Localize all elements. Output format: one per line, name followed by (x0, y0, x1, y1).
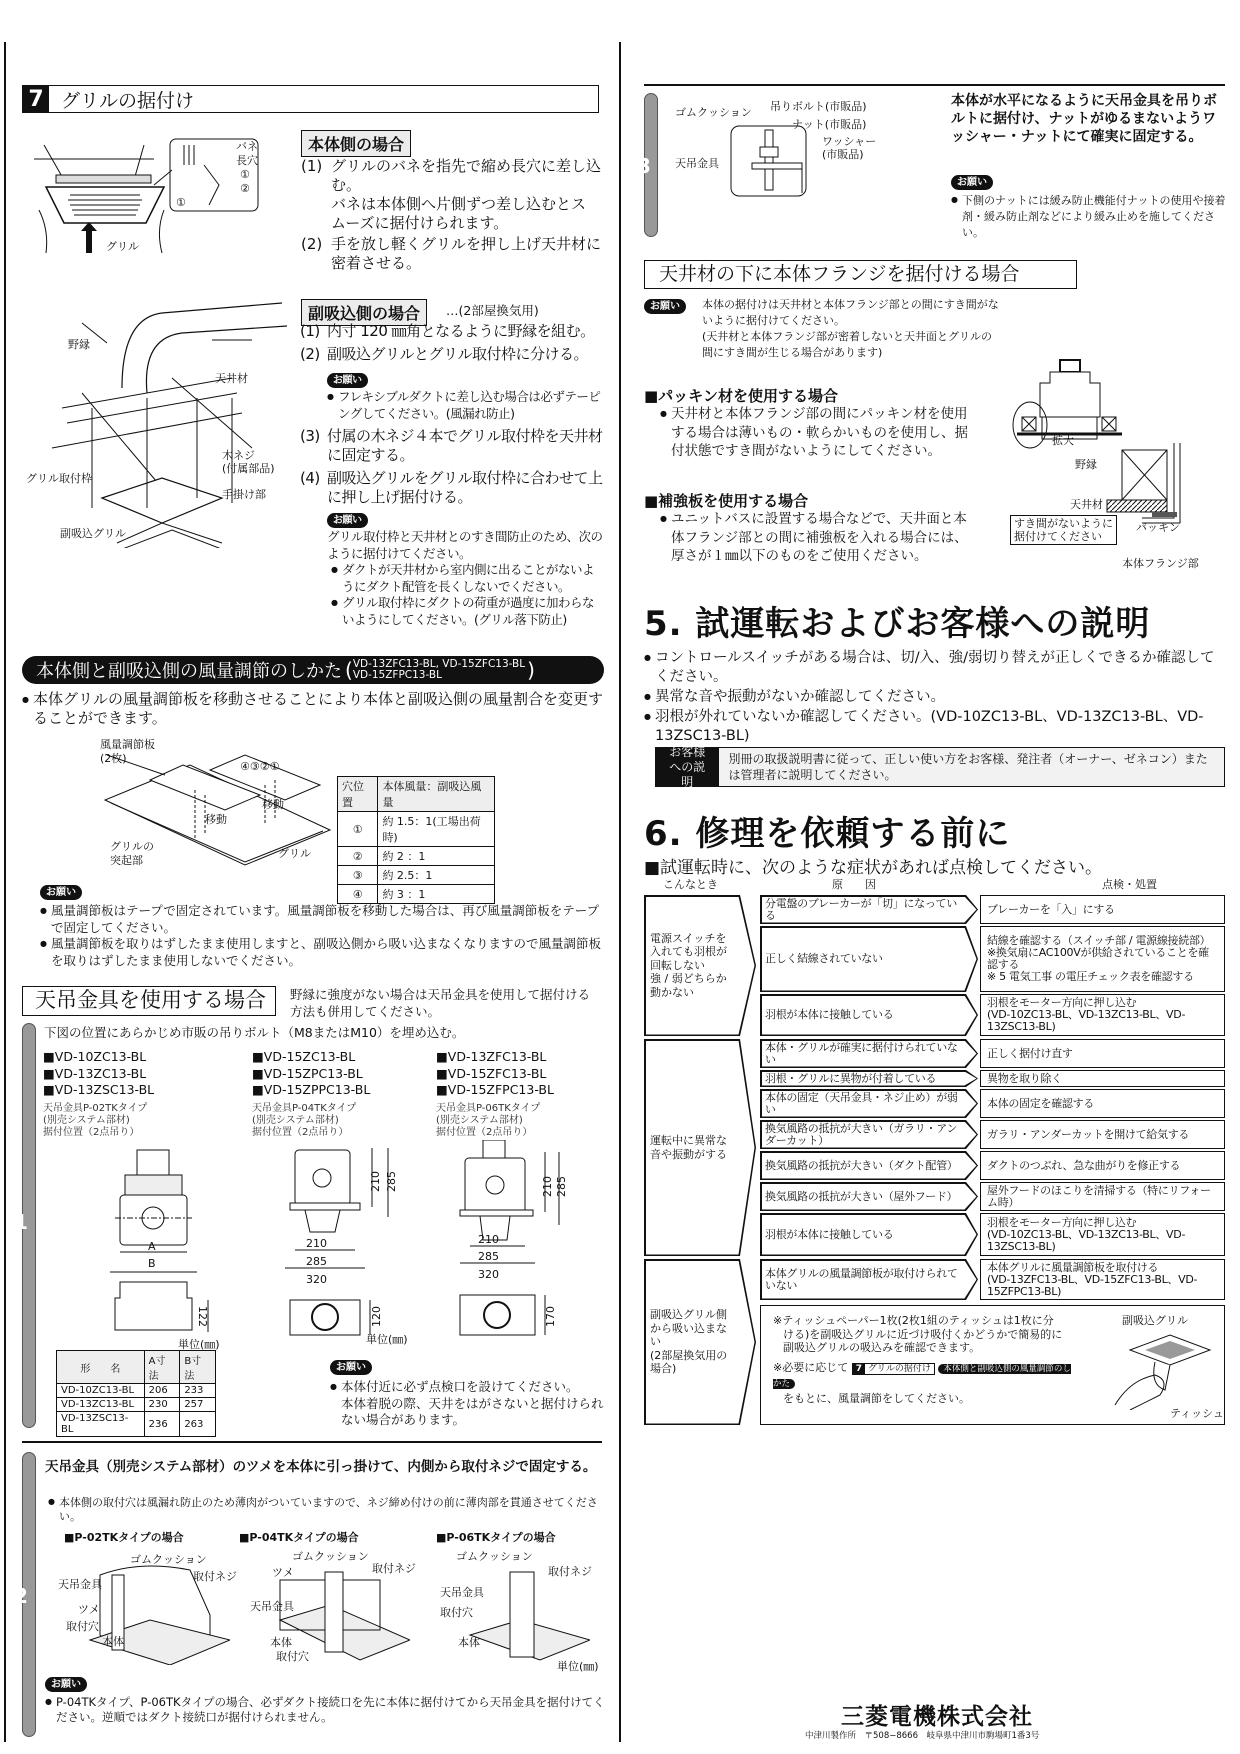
step-item (300, 322, 604, 341)
hanger-note: 野縁に強度がない場合は天吊金具を使用して据付ける方法も併用してください。 (290, 987, 591, 1019)
table-cell: 206 (144, 1384, 180, 1398)
onegai-badge: お願い (951, 175, 993, 190)
dim-height: 120 (370, 1306, 383, 1327)
dim-b: B (148, 1257, 156, 1270)
table-cell: 約 3 ：1 (378, 885, 495, 904)
part-label: 取付ネジ (372, 1562, 416, 1575)
tissue-hand-figure (1110, 1330, 1220, 1410)
caption: 据付位置（2点吊り） (252, 1126, 349, 1138)
dim-height: 122 (196, 1306, 209, 1327)
airflow-title: 本体側と副吸込側の風量調節のしかた (36, 661, 342, 682)
cause-cell (760, 895, 978, 924)
table-cell: 230 (144, 1398, 180, 1412)
step1-onegai (330, 1355, 605, 1429)
step-number: (3) (300, 427, 320, 445)
part-label: 本体 (458, 1636, 480, 1649)
ref-section-number: 7 (853, 1364, 865, 1374)
table-cell: VD-10ZC13-BL (57, 1384, 145, 1398)
caption: (別売システム部材) (252, 1114, 339, 1126)
cause-text: 換気風路の抵抗が大きい（ダクト配管） (765, 1158, 958, 1172)
part-label: ゴムクッション (292, 1550, 369, 1563)
airflow-header: 本体側と副吸込側の風量調節のしかた ( VD-13ZFC13-BL, VD-15ZFC13-BL VD-15ZFPC13-BL ) (22, 656, 604, 684)
fig-rubber-label: ゴムクッション (675, 106, 752, 119)
model-group-2 (252, 1049, 370, 1139)
table-row (57, 1412, 216, 1437)
packing-text: ● 天井材と本体フランジ部の間にパッキン材を使用する場合は薄いもの・軟らかいものを使用し、据付状態ですき間がないようにしてください。 (660, 405, 980, 461)
table-cell: 約 2.5：1 (378, 866, 495, 885)
hanger-header: 天吊金具を使用する場合 (22, 986, 276, 1016)
symptom-text: 副吸込グリル側から吸い込まない (2部屋換気用の場合) (650, 1308, 728, 1376)
table-cell: ② (338, 847, 378, 866)
unit-label: 単位(㎜) (557, 1660, 599, 1673)
bullet: ● 異常な音や振動がないか確認してください。 (644, 687, 1226, 707)
cause-text: 換気風路の抵抗が大きい（屋外フード） (765, 1189, 958, 1203)
fig-gap-line1: すき間がないように (1014, 517, 1113, 530)
step1-text: 下図の位置にあらかじめ市販の吊りボルト（M8またはM10）を埋め込む。 (44, 1025, 465, 1040)
dim-width: 320 (306, 1273, 327, 1286)
model-name: ■VD-15ZFPC13-BL (436, 1082, 554, 1097)
table-cell: 236 (144, 1412, 180, 1437)
company-name: 三菱電機株式会社 (841, 1704, 1033, 1730)
part-label: 取付穴 (66, 1620, 99, 1633)
table-header: A寸法 (144, 1351, 180, 1384)
airflow-models-2: VD-15ZFPC13-BL (352, 669, 442, 681)
step-text: 副吸込グリルをグリル取付枠に合わせて上に押し上げ据付ける。 (327, 469, 603, 506)
action-cell: 異物を取り除く (980, 1070, 1225, 1087)
table-header: 形 名 (57, 1351, 145, 1384)
fig2-subgrill-label: 副吸込グリル (60, 527, 126, 540)
ref-section-7 (852, 1363, 935, 1375)
model-name: ■VD-13ZC13-BL (43, 1065, 147, 1081)
type-title: ■P-04TKタイプの場合 (239, 1531, 359, 1544)
step-text: 副吸込グリルとグリル取付枠に分ける。 (327, 345, 589, 363)
cause-text: 羽根が本体に接触している (765, 1227, 894, 1241)
action-cell: ブレーカーを「入」にする (980, 895, 1225, 924)
p06tk-dimension-figure (455, 1140, 575, 1340)
move-label-1: 移動 (205, 813, 227, 826)
page-left-border (4, 42, 6, 1742)
projection-label-1: グリルの (110, 840, 154, 853)
section-5-title: 5. 試運転およびお客様への説明 (644, 604, 1151, 644)
bullet: ● コントロールスイッチがある場合は、切/入、強/弱切り替えが正しくできるか確認してください。 (644, 648, 1226, 687)
caption: 据付位置（2点吊り） (436, 1126, 533, 1138)
onegai-bullet: ● 本体付近に必ず点検口を設けてください。 (330, 1379, 605, 1396)
tissue-note-2 (773, 1361, 1073, 1406)
bolt-figure (730, 125, 820, 200)
projection-label-2: 突起部 (110, 854, 143, 867)
cause-text: 羽根が本体に接触している (765, 1008, 894, 1021)
part-label: ゴムクッション (130, 1553, 207, 1566)
table-row (57, 1384, 216, 1398)
sub-side-note: …(2部屋換気用) (446, 303, 539, 318)
model-name: ■VD-13ZFC13-BL (436, 1049, 547, 1064)
onegai-badge: お願い (644, 299, 686, 314)
table-cell: ① (338, 812, 378, 847)
step2-onegai (45, 1672, 605, 1725)
action-cell: 本体グリルに風量調節板を取付ける (VD-13ZFC13-BL、VD-15ZFC13-BL、VD-15ZFPC13-BL) (980, 1259, 1225, 1300)
dim-h1: 210 (478, 1233, 499, 1246)
fig1-step2-label: ② (240, 182, 250, 195)
cause-text: 本体の固定（天吊金具・ネジ止め）が弱い (765, 1090, 958, 1116)
table-row (338, 847, 495, 866)
fig2-frame-label: グリル取付枠 (26, 472, 92, 485)
caption: 天吊金具P-04TKタイプ (252, 1102, 357, 1114)
step-number: (1) (300, 322, 320, 340)
fig1-slot-label: 長穴 (236, 154, 258, 167)
plate-count-label: (2枚) (100, 752, 127, 765)
section-5-bullets (644, 648, 1226, 746)
flange-onegai-text: 本体の据付けは天井材と本体フランジ部との間にすき間がないように据付けてください。 (702, 298, 999, 327)
onegai-block (300, 509, 604, 628)
move-label-2: 移動 (262, 798, 284, 811)
onegai-bullet: ● グリル取付枠にダクトの荷重が過度に加わらないようにしてください。(グリル落下防止) (331, 595, 604, 628)
table-header: B寸法 (180, 1351, 216, 1384)
step-text: 付属の木ネジ４本でグリル取付枠を天井材に固定する。 (327, 427, 603, 464)
step2-text: 天吊金具（別売システム部材）のツメを本体に引っ掛けて、内側から取付ネジで固定する。 (45, 1459, 597, 1475)
onegai-bullet: ● ダクトが天井材から室内側に出ることがないようにダクト配管を長くしないでください。 (331, 562, 604, 595)
fig-washer-label: ワッシャー (822, 135, 877, 148)
sub-grill-figure (22, 298, 292, 548)
fig1-grill-label: グリル (106, 240, 139, 253)
dim-v2: 285 (555, 1176, 568, 1197)
model-group-3 (436, 1049, 554, 1139)
symptom-text: 電源スイッチを入れても羽根が回転しない 強 / 弱どちらか動かない (650, 931, 727, 999)
customer-explanation-box (655, 744, 1225, 789)
fig1-spring-label: バネ (236, 140, 258, 153)
part-label: 本体 (102, 1635, 124, 1648)
main-side-steps (301, 157, 601, 273)
model-name: ■VD-13ZSC13-BL (43, 1082, 155, 1097)
step-item (300, 345, 604, 364)
table-row (338, 812, 495, 847)
action-cell: 結線を確認する（スイッチ部 / 電源線接続部） ※換気扇にAC100Vが供給されていることを確認する ※ 5 電気工事 の電圧チェック表を確認する (980, 926, 1225, 992)
symptom-cell (644, 895, 756, 1036)
step3-text: 本体が水平になるように天吊金具を吊りボルトに据付け、ナットがゆるまないようワッシャー・ナットにて確実に固定する。 (951, 93, 1217, 145)
dim-height: 170 (544, 1306, 557, 1327)
onegai-block (300, 369, 604, 422)
grill-label: グリル (278, 847, 311, 860)
packing-title: ■パッキン材を使用する場合 (644, 387, 839, 405)
fig-bolt-label: 吊りボルト(市販品) (770, 100, 867, 113)
grill-spring-figure (34, 135, 260, 255)
cause-text: 羽根・グリルに異物が付着している (765, 1071, 937, 1085)
fig-packing-label: パッキン (1136, 521, 1180, 534)
onegai-bullet: ● フレキシブルダクトに差し込む場合は必ずテーピングしてください。(風漏れ防止) (327, 389, 604, 422)
table-cell: VD-13ZC13-BL (57, 1398, 145, 1412)
cause-cell (760, 1089, 978, 1118)
table-cell: 約 1.5：1(工場出荷時) (378, 812, 495, 847)
table-cell: ③ (338, 866, 378, 885)
step-item (300, 469, 604, 507)
dim-v2: 285 (385, 1171, 398, 1192)
main-side-label: 本体側の場合 (301, 130, 411, 157)
onegai-badge: お願い (327, 373, 368, 388)
dim-h2: 285 (306, 1255, 327, 1268)
cause-cell (760, 926, 978, 992)
model-group-1 (43, 1049, 154, 1139)
cause-cell (760, 1259, 978, 1300)
fig2-screw-note: (付属部品) (222, 462, 275, 475)
fig-tissue-label: ティッシュ (1170, 1407, 1224, 1420)
fig-subgrill-label: 副吸込グリル (1122, 1314, 1188, 1327)
step-text: 内寸 120 ㎜角となるように野縁を組む。 (327, 322, 595, 340)
part-label: 取付穴 (276, 1650, 309, 1663)
sub-side-steps (300, 322, 604, 628)
step-text: 手を放し軽くグリルを押し上げ天井材に密着させる。 (331, 235, 602, 272)
onegai-badge: お願い (40, 885, 82, 900)
table-row (57, 1398, 216, 1412)
flange-onegai-note: (天井材と本体フランジ部が密着しないと天井面とグリルの間にすき間が生じる場合があります) (702, 330, 993, 359)
cause-cell (760, 1120, 978, 1149)
plate-text: ● ユニットバスに設置する場合などで、天井面と本体フランジ部との間に補強板を入れる場合には、厚さが１㎜以下のものをご使用ください。 (660, 510, 980, 566)
col-header-cause: 原 因 (832, 878, 876, 891)
table-header: 穴位置 (338, 777, 378, 812)
cause-cell (760, 1151, 978, 1180)
caption: 据付位置（2点吊り） (43, 1126, 140, 1138)
part-label: 天吊金具 (250, 1600, 294, 1613)
action-cell: 本体の固定を確認する (980, 1089, 1225, 1118)
dim-h1: 210 (306, 1237, 327, 1250)
divider (22, 1441, 602, 1443)
company-address: 中津川製作所 〒508−8666 岐阜県中津川市駒場町1番3号 (805, 1731, 1040, 1741)
flange-onegai (702, 297, 1002, 361)
fig-nut-label: ナット(市販品) (792, 118, 867, 131)
fig-washer-note: (市販品) (822, 148, 864, 161)
size-table (56, 1350, 216, 1437)
dim-v1: 210 (369, 1171, 382, 1192)
cause-cell (760, 1213, 978, 1256)
model-name: ■VD-15ZC13-BL (252, 1049, 356, 1064)
onegai-bullet-cont: 本体着脱の際、天井をはがさないと据付けられない場合があります。 (341, 1395, 604, 1427)
step-item (301, 157, 601, 233)
section-title: グリルの据付け (61, 89, 195, 112)
caption: (別売システム部材) (43, 1114, 130, 1126)
fig1-step1-label: ① (240, 168, 250, 181)
ref-section-title: グリルの据付け (867, 1363, 931, 1374)
airflow-desc: ● 本体グリルの風量調節板を移動させることにより本体と副吸込側の風量割合を変更することができます。 (22, 690, 604, 728)
onegai-badge: お願い (327, 513, 368, 528)
step-number: (2) (301, 235, 323, 253)
symptom-cell (644, 1259, 756, 1425)
table-cell: 約 2 ：1 (378, 847, 495, 866)
cause-text: 本体グリルの風量調節板が取付けられていない (765, 1266, 958, 1292)
top-rule (644, 84, 1225, 86)
onegai-intro: グリル取付枠と天井材とのすき間防止のため、次のように据付けてください。 (327, 529, 603, 561)
onegai-bullet: ● 下側のナットには緩み防止機能付ナットの使用や接着剤・緩み防止剤などにより緩み止めを施してください。 (951, 192, 1226, 241)
col-header-when: こんなとき (663, 878, 718, 891)
step-text-sub: バネは本体側へ片側ずつ差し込むとスムーズに据付けられます。 (331, 195, 587, 232)
section-6-title: 6. 修理を依頼する前に (644, 814, 1011, 854)
column-divider (619, 42, 621, 1742)
table-header: 本体風量：副吸込風量 (378, 777, 495, 812)
dim-width: 320 (478, 1268, 499, 1281)
table-cell: VD-13ZSC13-BL (57, 1412, 145, 1437)
part-label: 天吊金具 (440, 1586, 484, 1599)
table-cell: ④ (338, 885, 378, 904)
flange-header: 天井材の下に本体フランジを据付ける場合 (644, 260, 1077, 289)
section-7-header (22, 85, 599, 113)
fig2-noen-label: 野縁 (68, 338, 90, 351)
plate-label: 風量調節板 (100, 738, 155, 751)
col-header-action: 点検・処置 (1102, 878, 1157, 891)
dim-v1: 210 (541, 1176, 554, 1197)
cause-cell (760, 1182, 978, 1211)
onegai-bullet: ● 風量調節板を取りはずしたまま使用しますと、副吸込側から吸い込まなくなりますので風量調節板を取りはずしたまま使用しないでください。 (40, 936, 605, 969)
table-cell: 233 (180, 1384, 216, 1398)
part-label: 取付ネジ (193, 1570, 237, 1583)
unit-label: 単位(㎜) (178, 1338, 220, 1351)
cause-text: 分電盤のブレーカーが「切」になっている (765, 896, 957, 922)
action-cell: 羽根をモーター方向に押し込む (VD-10ZC13-BL、VD-13ZC13-BL、VD-13ZSC13-BL) (980, 1213, 1225, 1256)
caption: 天吊金具P-02TKタイプ (43, 1102, 148, 1114)
action-cell: ダクトのつぶれ、急な曲がりを修正する (980, 1151, 1225, 1180)
airflow-onegai (40, 880, 605, 969)
part-label: ゴムクッション (456, 1550, 533, 1563)
action-cell: 屋外フードのほこりを清掃する（特にリフォーム時） (980, 1182, 1225, 1211)
step-item (300, 427, 604, 465)
airflow-models-1: VD-13ZFC13-BL, VD-15ZFC13-BL (352, 658, 526, 670)
caption: 天吊金具P-06TKタイプ (436, 1102, 541, 1114)
sub-side-label: 副吸込側の場合 (301, 299, 427, 326)
step-text-main: グリルのバネを指先で縮め長穴に差し込む。 (331, 157, 602, 194)
bullet: ● 羽根が外れていないか確認してください。(VD-10ZC13-BL、VD-13ZC13-BL、VD-13ZSC13-BL) (644, 707, 1226, 746)
holes-label: ④③②① (240, 760, 280, 773)
type-title: ■P-02TKタイプの場合 (64, 1531, 184, 1544)
model-name: ■VD-15ZPC13-BL (252, 1065, 363, 1081)
model-name: ■VD-15ZPPC13-BL (252, 1082, 371, 1097)
type-title: ■P-06TKタイプの場合 (436, 1531, 556, 1544)
fig-zoom-label: 拡大 (1052, 434, 1074, 447)
action-cell: 羽根をモーター方向に押し込む (VD-10ZC13-BL、VD-13ZC13-BL、VD-13ZSC13-BL) (980, 994, 1225, 1036)
cause-cell (760, 994, 978, 1036)
onegai-bullet: ● 風量調節板はテープで固定されています。風量調節板を移動した場合は、再び風量調節板をテープで固定してください。 (40, 903, 605, 936)
fig-flange-label: 本体フランジ部 (1122, 557, 1199, 570)
customer-label: お客様への説明 (656, 748, 719, 786)
cause-cell (760, 1039, 978, 1068)
part-label: ツメ (78, 1603, 100, 1616)
step-number: (2) (300, 345, 320, 363)
table-cell: 257 (180, 1398, 216, 1412)
fig-ceiling-label: 天井材 (1070, 498, 1103, 511)
step2-bullet: ● 本体側の取付穴は風漏れ防止のため薄肉がついていますので、ネジ締め付けの前に薄肉部を貫通させてください。 (48, 1495, 603, 1524)
section-6-subtitle: ■試運転時に、次のような症状があれば点検してください。 (644, 858, 1103, 878)
fig2-ceiling-label: 天井材 (215, 372, 248, 385)
dim-a: A (148, 1240, 156, 1253)
part-label: ツメ (272, 1566, 294, 1579)
symptom-cell (644, 1039, 756, 1256)
step-item (301, 235, 601, 273)
onegai-badge: お願い (45, 1677, 87, 1692)
cause-text: 本体・グリルが確実に据付けられていない (765, 1040, 958, 1066)
plate-title: ■補強板を使用する場合 (644, 492, 809, 510)
unit-label: 単位(㎜) (366, 1333, 408, 1346)
symptom-text: 運転中に異常な音や振動がする (650, 1134, 727, 1161)
part-label: 本体 (270, 1636, 292, 1649)
tissue-note: ※ティッシュペーパー1枚(2枚1組のティッシュは1枚に分ける)を副吸込グリルに近づけ吸付くかどうかで簡易的に副吸込グリルの吸込みを確認できます。 (773, 1314, 1063, 1354)
fig-gap-note (1010, 515, 1117, 545)
part-label: 取付ネジ (548, 1565, 592, 1578)
fig2-handle-label: 手掛け部 (222, 488, 266, 501)
part-label: 天吊金具 (58, 1578, 102, 1591)
cause-text: 換気風路の抵抗が大きい（ガラリ・アンダーカット） (765, 1121, 958, 1147)
step-number: (1) (301, 157, 323, 175)
step1-number: 1 (14, 1210, 28, 1234)
fig1-step1b-label: ① (176, 196, 186, 209)
customer-text: 別冊の取扱説明書に従って、正しい使い方をお客様、発注者（オーナー、ゼネコン）または管理者に説明してください。 (728, 752, 1208, 782)
onegai-bullet: ● P-04TKタイプ、P-06TKタイプの場合、必ずダクト接続口を先に本体に据付けてから天吊金具を据付けてください。逆順ではダクト接続口が据付けられません。 (45, 1694, 605, 1725)
step3-number: 3 (637, 154, 651, 178)
model-name: ■VD-15ZFC13-BL (436, 1065, 547, 1081)
step-text (331, 157, 601, 233)
onegai-badge: お願い (330, 1360, 372, 1375)
fig-hanger-label: 天吊金具 (675, 157, 719, 170)
table-cell: 263 (180, 1412, 216, 1437)
note-suffix: をもとに、風量調節をしてください。 (783, 1391, 970, 1405)
cause-text: 正しく結線されていない (765, 952, 883, 965)
part-label: 取付穴 (440, 1606, 473, 1619)
step2-number: 2 (14, 1584, 28, 1608)
dim-h2: 285 (478, 1250, 499, 1263)
fig-gap-line2: 据付けてください (1014, 530, 1102, 543)
step3-onegai (951, 170, 1226, 241)
note-prefix: ※必要に応じて (773, 1360, 849, 1374)
fig2-screw-label: 木ネジ (222, 449, 255, 462)
step-number: (4) (300, 469, 320, 487)
action-cell: ガラリ・アンダーカットを開けて給気する (980, 1120, 1225, 1149)
cause-cell (760, 1070, 978, 1087)
action-cell: 正しく据付け直す (980, 1039, 1225, 1068)
ref-airflow: 本体側と副吸込側の風量調節のしかた (773, 1363, 1071, 1389)
model-name: ■VD-10ZC13-BL (43, 1049, 147, 1064)
section-number: 7 (23, 86, 49, 112)
fig-noen-label: 野縁 (1075, 458, 1097, 471)
caption: (別売システム部材) (436, 1114, 523, 1126)
